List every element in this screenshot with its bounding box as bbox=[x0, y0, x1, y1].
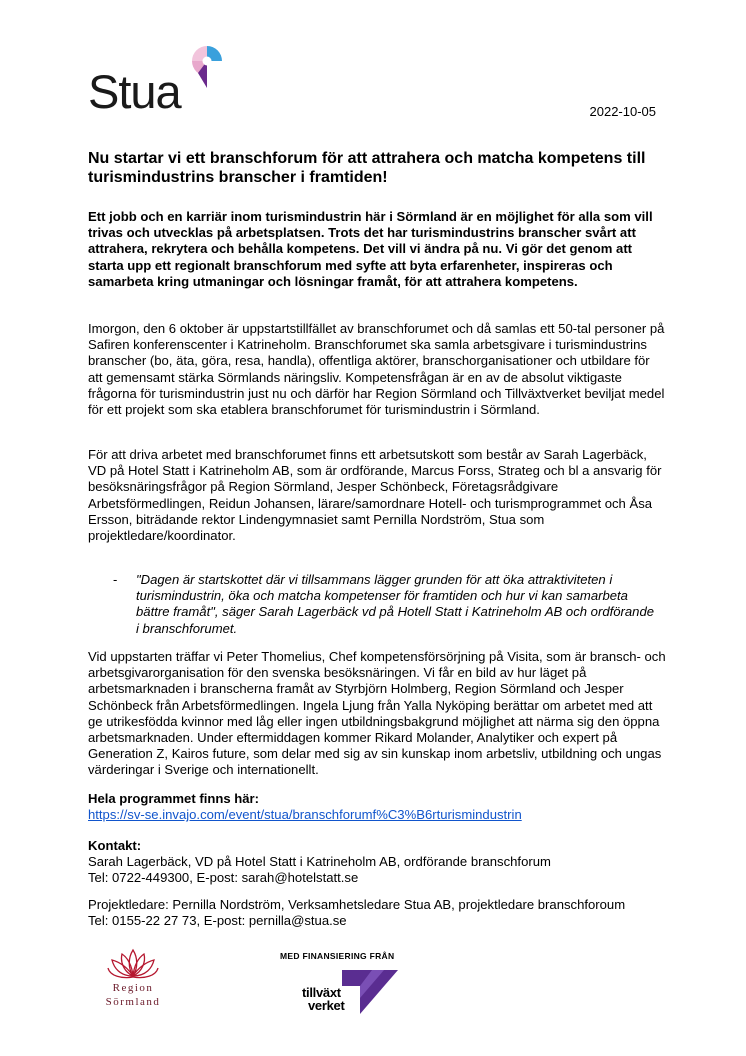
quote-dash: - bbox=[113, 572, 118, 587]
body-paragraph-1: Imorgon, den 6 oktober är uppstartstillfället av branschforumet och då samlas ett 50-tal personer på Safiren konferenscenter i Katrineholm. Branschforumet ska samla arbetsgivare i turismindustrins branscher (bo, äta, göra, resa, handla), offentliga aktörer, branschorganisationer och utbildare för att gemensamt stärka Sörmlands näringsliv. Kompetensfrågan är en av de absolut viktigaste frågorna för turismindustrin just nu och därför har Region Sörmland och Tillväxtverket beviljat medel för ett projekt som ska etablera branschforumet för turismindustrin i Sörmland. bbox=[88, 321, 665, 418]
contact-line-2: Tel: 0722-449300, E-post: sarah@hotelstatt.se bbox=[88, 870, 359, 885]
region-line-2: Sörmland bbox=[105, 996, 161, 1008]
lotus-icon bbox=[88, 946, 178, 980]
contact-line-3: Projektledare: Pernilla Nordström, Verksamhetsledare Stua AB, projektledare branschforoum bbox=[88, 897, 626, 912]
logo-wordmark: Stua bbox=[88, 65, 181, 118]
body-paragraph-2: För att driva arbetet med branschforumet finns ett arbetsutskott som består av Sarah Lagerbäck, VD på Hotel Statt i Katrineholm AB, som är ordförande, Marcus Forss, Strateg och bl a ansvarig för besöksnäringsfrågor på Region Sörmland, Jesper Schönbeck, Företagsrådgivare Arbetsförmedlingen, Reidun Johansen, lärare/samordnare Hotell- och turismprogrammet och Åsa Ersson, biträdande rektor Lindengymnasiet samt Pernilla Nordström, Stua som projektledare/koordinator. bbox=[88, 447, 662, 544]
body-paragraph-3: Vid uppstarten träffar vi Peter Thomelius, Chef kompetensförsörjning på Visita, som är bransch- och arbetsgivarorganisation för den svenska besöksnäringen. Vi får en bild av hur läget på arbetsmarknaden i branscherna framåt av Styrbjörn Holmberg, Region Sörmland och Jesper Schönbeck från Arbetsförmedlingen. Ingela Ljung från Yalla Nyköping berättar om arbetet med att ge utrikesfödda kvinnor med låg eller ingen utbildningsbakgrund möjlighet att närma sig den öppna arbetsmarknaden. Under eftermiddagen kommer Rikard Molander, Analytiker och expert på Generation Z, Kairos future, som delar med sig av sin kunskap inom arbetsliv, utbildning och ungas värderingar i Sverige och internationellt. bbox=[88, 649, 666, 778]
contact-line-4: Tel: 0155-22 27 73, E-post: pernilla@stua.se bbox=[88, 913, 347, 928]
quote-text: "Dagen är startskottet där vi tillsammans lägger grunden för att öka attraktiviteten i turismindustrin, öka och matcha kompetenser för framtiden och hur vi kan samarbeta bättre framåt", säger Sarah Lagerbäck vd på Hotell Statt i Katrineholm AB och ordförande i branschforumet. bbox=[136, 572, 655, 636]
headline: Nu startar vi ett branschforum för att attrahera och matcha kompetens till turismindustrins branscher i framtiden! bbox=[88, 150, 646, 186]
program-link[interactable]: https://sv-se.invajo.com/event/stua/branschforumf%C3%B6rturismindustrin bbox=[88, 807, 522, 822]
tillvaxtverket-logo bbox=[302, 966, 402, 1018]
region-sormland-logo bbox=[88, 946, 178, 1012]
program-heading: Hela programmet finns här: bbox=[88, 791, 259, 806]
tillvaxt-word-1: tillväxt bbox=[302, 985, 341, 1000]
intro-paragraph: Ett jobb och en karriär inom turismindustrin här i Sörmland är en möjlighet för alla som vill trivas och utvecklas på arbetsplatsen. Trots det har turismindustrins branscher svårt att attrahera, rekrytera och behålla kompetens. Det vill vi ändra på nu. Vi gör det genom att starta upp ett regionalt branschforum med syfte att byta erfarenheter, inspireras och samarbeta kring utmaningar och lösningar framåt, för att attrahera kompetens. bbox=[88, 209, 653, 289]
tillvaxt-word-2: verket bbox=[308, 998, 345, 1013]
stua-logo bbox=[88, 44, 238, 120]
financing-label: MED FINANSIERING FRÅN bbox=[280, 951, 395, 961]
location-pin-icon bbox=[190, 44, 224, 90]
contact-heading: Kontakt: bbox=[88, 838, 142, 853]
region-line-1: Region bbox=[112, 982, 154, 994]
document-date: 2022-10-05 bbox=[589, 104, 656, 119]
contact-line-1: Sarah Lagerbäck, VD på Hotel Statt i Katrineholm AB, ordförande branschforum bbox=[88, 854, 551, 869]
